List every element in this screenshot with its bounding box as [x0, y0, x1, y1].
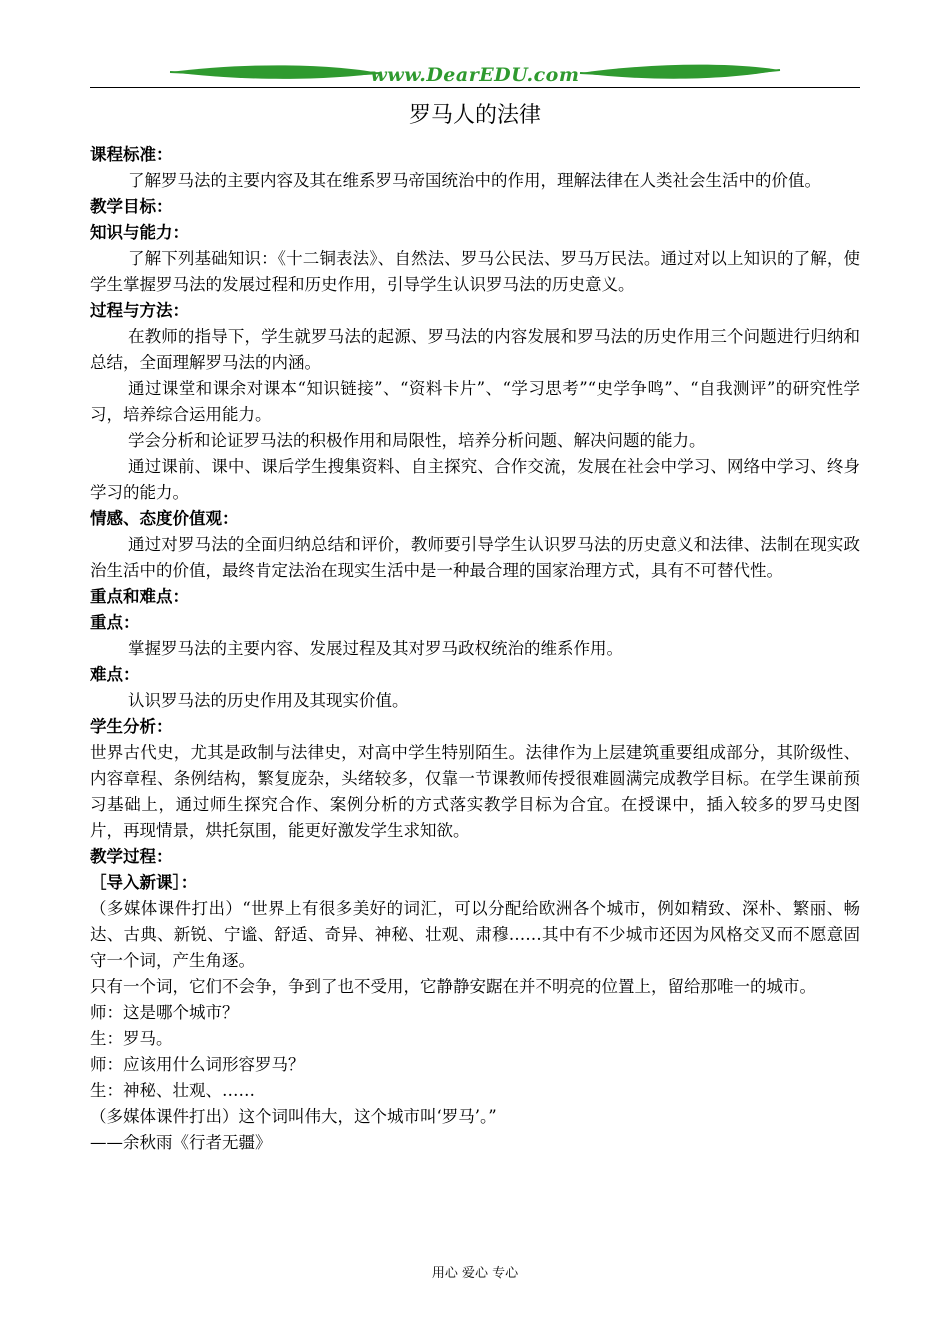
section-heading: 教学过程：	[90, 847, 173, 866]
header-rule	[90, 87, 860, 88]
paragraph: 了解罗马法的主要内容及其在维系罗马帝国统治中的作用，理解法律在人类社会生活中的价值。	[128, 171, 821, 190]
paragraph: 学会分析和论证罗马法的积极作用和局限性，培养分析问题、解决问题的能力。	[128, 431, 706, 450]
paragraph: 师：这是哪个城市？	[90, 1003, 239, 1022]
paragraph: 世界古代史，尤其是政制与法律史，对高中学生特别陌生。法律作为上层建筑重要组成部分，其阶级性、内容章程、条例结构，繁复庞杂，头绪较多，仅靠一节课教师传授很难圆满完成教学目标。在学生课前预习基础上，通过师生探究合作、案例分析的方式落实教学目标为合宜。在授课中，插入较多的罗马史图片，再现情景，烘托氛围，能更好激发学生求知欲。	[90, 743, 860, 840]
paragraph: 通过课前、课中、课后学生搜集资料、自主探究、合作交流，发展在社会中学习、网络中学习、终身学习的能力。	[90, 457, 860, 502]
section-heading: 重点：	[90, 613, 140, 632]
section-heading: 教学目标：	[90, 197, 173, 216]
section-heading: 重点和难点：	[90, 587, 189, 606]
paragraph: 生：神秘、壮观、……	[90, 1081, 255, 1100]
paragraph: 通过课堂和课余对课本“知识链接”、“资料卡片”、“学习思考”“史学争鸣”、“自我测评”的研究性学习，培养综合运用能力。	[90, 379, 860, 424]
section-heading: ［导入新课］：	[90, 873, 198, 892]
section-heading: 难点：	[90, 665, 140, 684]
paragraph: 了解下列基础知识：《十二铜表法》、自然法、罗马公民法、罗马万民法。通过对以上知识的了解，使学生掌握罗马法的发展过程和历史作用，引导学生认识罗马法的历史意义。	[90, 249, 860, 294]
paragraph: （多媒体课件打出）“世界上有很多美好的词汇，可以分配给欧洲各个城市，例如精致、深朴、繁丽、畅达、古典、新锐、宁谧、舒适、奇异、神秘、壮观、肃穆……其中有不少城市还因为风格交叉而不愿意固守一个词，产生角逐。	[90, 899, 860, 970]
site-logo-text: www.DearEDU.com	[370, 64, 580, 86]
section-heading: 课程标准：	[90, 145, 173, 164]
paragraph: 通过对罗马法的全面归纳总结和评价，教师要引导学生认识罗马法的历史意义和法律、法制在现实政治生活中的价值，最终肯定法治在现实生活中是一种最合理的国家治理方式，具有不可替代性。	[90, 535, 860, 580]
paragraph: 在教师的指导下，学生就罗马法的起源、罗马法的内容发展和罗马法的历史作用三个问题进行归纳和总结，全面理解罗马法的内涵。	[90, 327, 860, 372]
paragraph: 认识罗马法的历史作用及其现实价值。	[128, 691, 409, 710]
site-header-banner	[90, 60, 860, 94]
paragraph: 掌握罗马法的主要内容、发展过程及其对罗马政权统治的维系作用。	[128, 639, 623, 658]
paragraph: 只有一个词，它们不会争，争到了也不受用，它静静安踞在并不明亮的位置上，留给那唯一的城市。	[90, 977, 816, 996]
section-heading: 知识与能力：	[90, 223, 189, 242]
paragraph: ——余秋雨《行者无疆》	[90, 1133, 272, 1152]
section-heading: 学生分析：	[90, 717, 173, 736]
section-heading: 过程与方法：	[90, 301, 189, 320]
page-title: 罗马人的法律	[408, 103, 541, 128]
paragraph: 生：罗马。	[90, 1029, 173, 1048]
document-body	[90, 142, 860, 1156]
page-footer: 用心 爱心 专心	[431, 1266, 519, 1281]
paragraph: 师：应该用什么词形容罗马？	[90, 1055, 305, 1074]
paragraph: （多媒体课件打出）这个词叫伟大，这个城市叫‘罗马’。”	[90, 1107, 497, 1126]
section-heading: 情感、态度价值观：	[90, 509, 239, 528]
